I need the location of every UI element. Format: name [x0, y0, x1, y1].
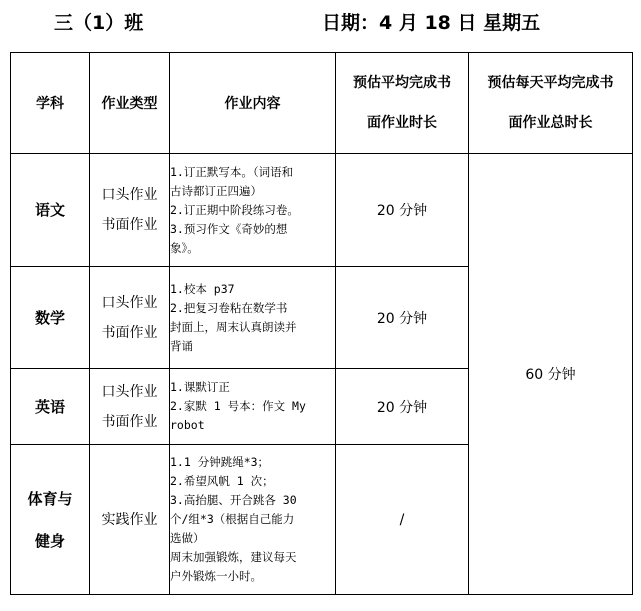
header-avg-time [336, 53, 469, 154]
type-cell [90, 369, 170, 445]
homework-table [10, 52, 633, 595]
type-label: 口头作业 [101, 187, 158, 203]
subject-label: 数学 [34, 308, 65, 327]
time-cell: 20 分钟 [336, 267, 469, 369]
content-line: 封面上，周末认真朗读并 [170, 319, 297, 334]
content-line: 1.校本 p37 [170, 281, 235, 296]
content-line: 选做） [170, 531, 205, 545]
subject-cell [11, 369, 90, 445]
table-row [11, 154, 633, 267]
content-line: 周末加强锻炼，建议每天 [170, 550, 297, 564]
header-content: 作业内容 [170, 53, 336, 154]
content-line: 象》。 [170, 240, 199, 255]
header-subject: 学科 [11, 53, 90, 154]
subject-label: 体育与 [27, 489, 73, 508]
content-line: 个/组*3（根据自己能力 [170, 512, 295, 526]
daily-total-cell: 60 分钟 [469, 154, 633, 595]
content-line: 1.订正默写本。（词语和 [170, 164, 294, 179]
type-label: 书面作业 [101, 413, 158, 430]
subject-cell [11, 267, 90, 369]
content-line: 2.家默 1 号本：作文 My [170, 399, 306, 413]
time-cell: 20 分钟 [336, 154, 469, 267]
content-line: 1.1 分钟跳绳*3； [170, 455, 270, 469]
content-line: 户外锻炼一小时。 [170, 569, 262, 583]
content-line: 2.订正期中阶段练习卷。 [170, 202, 299, 217]
type-label: 书面作业 [101, 217, 158, 233]
time-cell: 20 分钟 [336, 369, 469, 445]
content-line: 背诵 [170, 338, 193, 353]
type-cell [90, 445, 170, 595]
class-name: 三（1）班 [54, 12, 144, 34]
content-line: 2.希望风帆 1 次； [170, 474, 274, 488]
subject-label: 英语 [34, 397, 65, 416]
content-cell [170, 445, 336, 595]
content-line: 1.课默订正 [170, 380, 230, 394]
type-label: 口头作业 [101, 294, 158, 311]
content-line: 2.把复习卷粘在数学书 [170, 300, 288, 315]
table-header-row [11, 53, 633, 154]
content-line: 3.预习作文《奇妙的想 [170, 221, 288, 236]
type-cell [90, 154, 170, 267]
header-avg-time-line: 面作业时长 [367, 115, 437, 131]
type-label: 实践作业 [101, 511, 158, 528]
subject-label: 语文 [34, 201, 65, 219]
content-line: robot [170, 418, 205, 432]
header-type: 作业类型 [90, 53, 170, 154]
time-cell: / [336, 445, 469, 595]
subject-cell [11, 154, 90, 267]
type-cell [90, 267, 170, 369]
date-weekday: 日期：4 月 18 日 星期五 [322, 12, 541, 34]
content-cell [170, 369, 336, 445]
content-cell [170, 267, 336, 369]
content-line: 古诗都订正四遍） [170, 183, 262, 198]
subject-label: 健身 [34, 531, 65, 550]
content-line: 3.高抬腿、开合跳各 30 [170, 493, 297, 507]
header-daily-total [469, 53, 633, 154]
content-cell [170, 154, 336, 267]
type-label: 口头作业 [101, 383, 158, 400]
header-daily-total-line: 面作业总时长 [508, 115, 593, 131]
header-daily-total-line: 预估每天平均完成书 [487, 75, 614, 91]
type-label: 书面作业 [101, 324, 158, 341]
header-avg-time-line: 预估平均完成书 [353, 75, 451, 91]
subject-cell [11, 445, 90, 595]
